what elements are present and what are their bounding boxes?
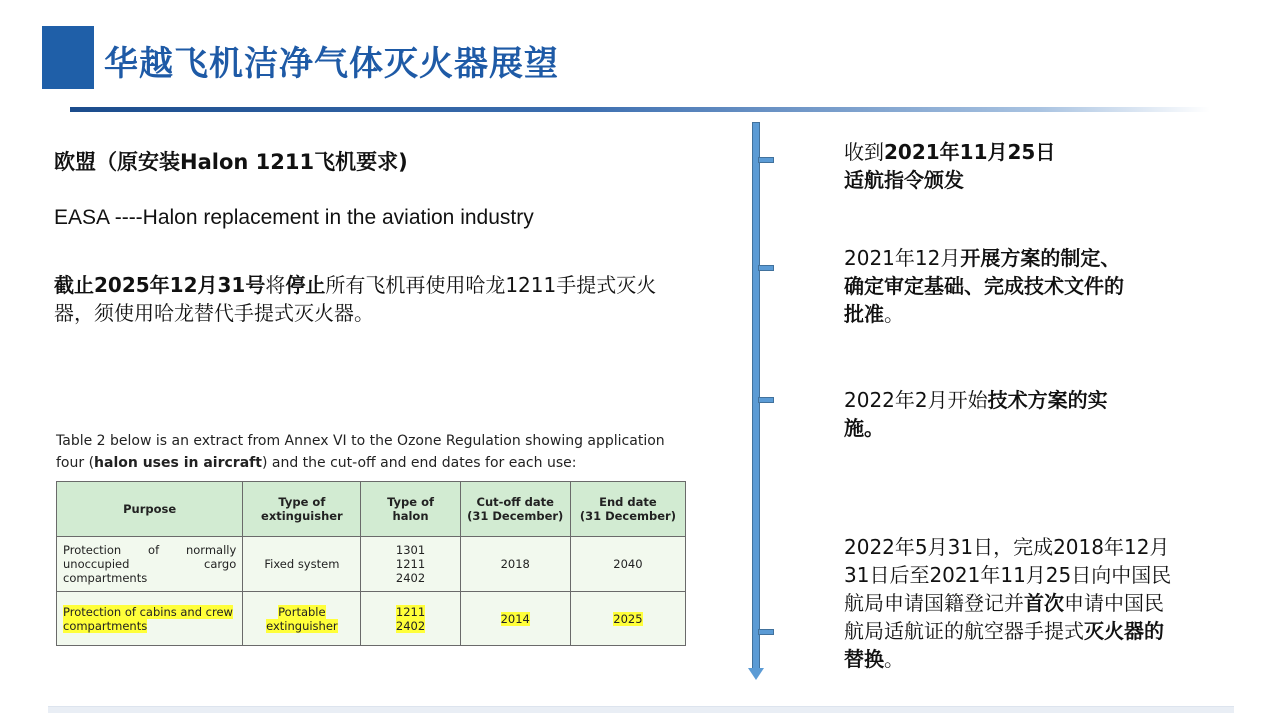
header-end: [570, 482, 685, 537]
deadline-date: 2025年12月31号: [94, 273, 266, 297]
table-intro: [56, 430, 696, 474]
cell-end: [570, 592, 685, 646]
halon-value: 2402: [395, 571, 426, 585]
table-intro-part: Table 2 below is an extract from Annex VI to the Ozone Regulation showing application four (: [56, 433, 665, 471]
timeline-tick: [758, 157, 774, 163]
timeline-bold: 2021年11月25日: [884, 140, 1056, 164]
timeline-tick: [758, 397, 774, 403]
deadline-part: 截止: [54, 273, 94, 297]
timeline-bold: 首次: [1024, 591, 1064, 615]
title-accent-square: [42, 26, 94, 89]
header-text: End date: [599, 495, 657, 509]
timeline-text: 2022年5月31日，完成2018年12月31日后至2021年11月25日向中国民航局申请国籍登记并: [844, 535, 1172, 615]
deadline-stop: 停止: [285, 273, 326, 297]
timeline-item: [844, 138, 1084, 194]
header-cutoff: [460, 482, 570, 537]
timeline-text: 申请中国民航局适航证的航空器手提式: [844, 591, 1164, 643]
header-text: (31 December): [579, 509, 676, 523]
cell-end: 2040: [570, 537, 685, 592]
timeline-text: 。: [884, 647, 904, 671]
timeline-text: 2021年12月: [844, 246, 961, 270]
halon-value: 1301: [395, 543, 426, 557]
deadline-paragraph: [54, 271, 684, 327]
highlighted-text: extinguisher: [266, 618, 338, 633]
timeline-tick: [758, 629, 774, 635]
table-intro-part: ) and the cut-off and end dates for each use:: [261, 455, 577, 471]
header-text: (31 December): [467, 509, 564, 523]
deadline-part: 所有飞机再使用哈龙1211手提式灭火器，须使用哈龙替代手提式灭火器。: [54, 273, 657, 325]
header-text: Cut-off date: [476, 495, 554, 509]
easa-line: EASA ----Halon replacement in the aviation industry: [54, 206, 534, 229]
timeline-bold: 开展方案的制定、确定审定基础、完成技术文件的批准: [844, 246, 1124, 326]
table-row: [57, 592, 686, 646]
header-purpose: Purpose: [57, 482, 243, 537]
timeline-line: [752, 122, 760, 670]
timeline-item: [844, 244, 1134, 328]
header-type-halon: Type of halon: [361, 482, 460, 537]
halon-value: 2402: [395, 618, 426, 633]
highlighted-text: compartments: [63, 618, 148, 633]
eu-heading: 欧盟（原安装Halon 1211飞机要求): [54, 150, 408, 174]
timeline-bold: 技术方案的实施。: [844, 388, 1108, 440]
highlighted-text: Portable: [278, 604, 326, 619]
halon-value: 1211: [395, 604, 426, 619]
timeline-bold: 适航指令颁发: [844, 168, 964, 192]
cell-type-halon: [361, 592, 460, 646]
cell-purpose: [57, 592, 243, 646]
page-title: 华越飞机洁净气体灭火器展望: [104, 44, 559, 84]
timeline-item: [844, 533, 1174, 673]
deadline-part: 将: [265, 273, 286, 297]
highlighted-text: 2014: [500, 611, 530, 626]
table-crop-edge: [56, 651, 688, 657]
halon-value: 1211: [395, 557, 426, 571]
cell-cutoff: [460, 592, 570, 646]
table-row: [57, 537, 686, 592]
title-underline: [70, 107, 1210, 112]
cell-type-halon: [361, 537, 460, 592]
table-header-row: [57, 482, 686, 537]
cell-purpose: Protection of normally unoccupied cargo compartments: [57, 537, 243, 592]
cell-type-extinguisher: [243, 592, 361, 646]
timeline-arrow-icon: [748, 668, 764, 680]
highlighted-text: 2025: [613, 611, 643, 626]
timeline-text: 收到: [844, 140, 884, 164]
cell-cutoff: 2018: [460, 537, 570, 592]
timeline-tick: [758, 265, 774, 271]
header-text: Type of: [278, 495, 326, 509]
timeline-bold: 灭火器的替换: [844, 619, 1164, 671]
timeline-item: [844, 386, 1114, 442]
cell-type-extinguisher: Fixed system: [243, 537, 361, 592]
table-intro-emphasis: halon uses in aircraft: [94, 455, 262, 471]
footer-rule: [48, 706, 1234, 713]
highlighted-text: Protection of cabins and crew: [63, 604, 233, 619]
timeline-text: 。: [884, 302, 904, 326]
halon-table: [56, 481, 686, 646]
timeline-text: 2022年2月开始: [844, 388, 988, 412]
header-type-extinguisher: [243, 482, 361, 537]
header-text: extinguisher: [261, 509, 343, 523]
